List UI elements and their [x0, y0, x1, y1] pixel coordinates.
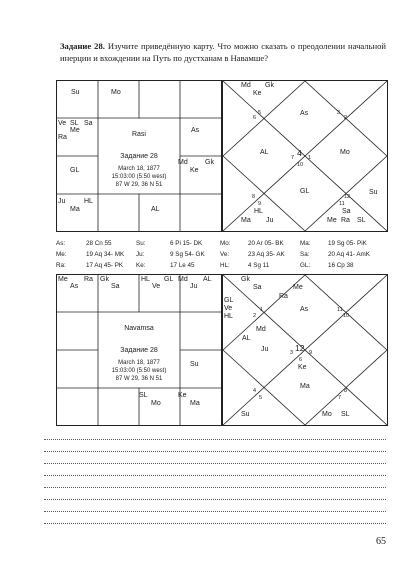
- rasi-n-ju: Ju: [266, 217, 274, 224]
- pos-value: 16 Cp 38: [328, 262, 354, 269]
- pos-value: 19 Sg 05- PiK: [328, 240, 367, 247]
- rasi-n-h10: 10: [297, 162, 304, 168]
- nav-n-ma: Ma: [300, 383, 310, 390]
- nav-n-h3: 3: [290, 350, 294, 356]
- pos-label: HL:: [220, 262, 230, 269]
- rasi-cell-ju: Ju: [58, 198, 66, 205]
- rasi-n-sa: Sa: [342, 208, 351, 215]
- pos-label: Ju:: [136, 251, 145, 258]
- pos-value: 19 Aq 34- MK: [86, 251, 125, 258]
- nav-n-sl: SL: [341, 411, 350, 418]
- pos-label: Mo:: [220, 240, 231, 247]
- nav-n-me: Me: [293, 284, 303, 291]
- answer-line[interactable]: [44, 511, 386, 512]
- pos-label: Ke:: [136, 262, 146, 269]
- nav-cell-mo: Mo: [151, 400, 161, 407]
- rasi-n-h7: 7: [291, 155, 295, 161]
- rasi-n-su: Su: [369, 189, 378, 196]
- nav-n-h7: 7: [338, 395, 342, 401]
- rasi-cell-hl: HL: [84, 198, 93, 205]
- pos-value: 23 Aq 35- AK: [248, 251, 285, 258]
- rasi-n-gl: GL: [300, 188, 310, 195]
- nav-n-h4: 4: [253, 388, 257, 394]
- nav-n-ra: Ra: [279, 293, 288, 300]
- rasi-cell-gl: GL: [70, 167, 80, 174]
- page-number: 65: [376, 536, 386, 547]
- navamsa-south-chart: [56, 274, 222, 426]
- nav-cell-al: AL: [203, 276, 212, 283]
- rasi-cell-ma: Ma: [70, 206, 80, 213]
- rasi-cell-as: As: [191, 127, 200, 134]
- nav-n-h2: 2: [253, 313, 257, 319]
- nav-n-su: Su: [241, 411, 250, 418]
- rasi-n-sl: SL: [357, 217, 366, 224]
- rasi-cell-sl: SL: [70, 120, 79, 127]
- rasi-center-info: [98, 131, 180, 189]
- answer-line[interactable]: [44, 523, 386, 524]
- nav-n-h10: 10: [343, 313, 350, 319]
- answer-line[interactable]: [44, 439, 386, 440]
- nav-n-ve: Ve: [224, 305, 233, 312]
- rasi-n-gk: Gk: [265, 82, 274, 89]
- rasi-n-h12: 12: [344, 194, 351, 200]
- rasi-n-h8: 8: [252, 194, 256, 200]
- nav-n-sa: Sa: [253, 284, 262, 291]
- answer-line[interactable]: [44, 487, 386, 488]
- pos-label: Sa:: [300, 251, 310, 258]
- rasi-n-h6: 6: [253, 115, 257, 121]
- pos-label: Ma:: [300, 240, 311, 247]
- nav-n-ke: Ke: [298, 364, 307, 371]
- answer-line[interactable]: [44, 451, 386, 452]
- rasi-n-as: As: [300, 110, 309, 117]
- rasi-north-grid: [223, 81, 387, 231]
- pos-value: 28 Cn 55: [86, 240, 112, 247]
- navamsa-title: Navamsa: [124, 325, 154, 332]
- pos-value: 6 Pi 15- DK: [170, 240, 203, 247]
- nav-n-h12: 12: [295, 343, 305, 353]
- rasi-n-ra: Ra: [341, 217, 350, 224]
- pos-value: 4 Sg 11: [248, 262, 270, 269]
- rasi-n-h3: 3: [337, 110, 341, 116]
- navamsa-coords: 87 W 29, 36 N 51: [115, 376, 163, 382]
- rasi-time: 15:03:00 (5:50 west): [111, 174, 167, 180]
- answer-line[interactable]: [44, 463, 386, 464]
- nav-n-h5: 5: [259, 395, 263, 401]
- pos-value: 20 Aq 41- AmK: [328, 251, 371, 258]
- rasi-cell-su: Su: [71, 89, 80, 96]
- nav-cell-gl: GL: [164, 276, 174, 283]
- rasi-n-md: Md: [241, 82, 251, 89]
- rasi-date: March 18, 1877: [118, 166, 160, 172]
- rasi-cell-sa: Sa: [84, 120, 93, 127]
- nav-cell-sa: Sa: [111, 283, 120, 290]
- nav-cell-hl: HL: [141, 276, 150, 283]
- pos-value: 20 Ar 05- BK: [248, 240, 284, 247]
- rasi-cell-gk: Gk: [205, 159, 214, 166]
- rasi-cell-mo: Mo: [111, 89, 121, 96]
- rasi-n-h5: 5: [258, 110, 262, 116]
- pos-label: GL:: [300, 262, 311, 269]
- task-text: Изучите приведённую карту. Что можно сказать о преодолении начальной инерции и вхождении на Путь по дустханам в Навамше?: [60, 41, 387, 63]
- rasi-n-h11: 11: [339, 201, 345, 207]
- nav-cell-ke: Ke: [178, 392, 187, 399]
- rasi-task: Задание 28: [120, 153, 158, 160]
- answer-line[interactable]: [44, 499, 386, 500]
- rasi-n-h9: 9: [258, 201, 262, 207]
- nav-cell-ma: Ma: [190, 400, 200, 407]
- nav-n-h11: 11: [337, 307, 343, 313]
- pos-label: Su:: [136, 240, 146, 247]
- rasi-n-h2: 2: [344, 115, 348, 121]
- nav-n-hl: HL: [224, 313, 233, 320]
- nav-n-mo: Mo: [322, 411, 332, 418]
- nav-n-gl: GL: [224, 297, 234, 304]
- nav-cell-md: Md: [178, 276, 188, 283]
- answer-line[interactable]: [44, 475, 386, 476]
- nav-cell-me: Me: [58, 276, 68, 283]
- rasi-cell-md: Md: [178, 159, 188, 166]
- nav-cell-as: As: [70, 283, 79, 290]
- nav-n-h8: 8: [344, 388, 348, 394]
- pos-label: Me:: [56, 251, 67, 258]
- navamsa-task: Задание 28: [120, 347, 158, 354]
- nav-n-md: Md: [256, 326, 266, 333]
- nav-n-al: AL: [242, 335, 251, 342]
- nav-n-as: As: [300, 306, 309, 313]
- nav-cell-gk: Gk: [100, 276, 109, 283]
- task-intro: [60, 40, 386, 64]
- nav-n-h9: 9: [309, 350, 313, 356]
- pos-label: Ra:: [56, 262, 66, 269]
- rasi-cell-ke: Ke: [190, 167, 199, 174]
- rasi-north-chart: [222, 80, 388, 232]
- nav-cell-su: Su: [190, 361, 199, 368]
- rasi-n-ma: Ma: [241, 217, 251, 224]
- rasi-n-ke: Ke: [253, 90, 262, 97]
- nav-n-ju: Ju: [261, 346, 269, 353]
- rasi-title: Rasi: [131, 131, 146, 138]
- pos-value: 17 Aq 45- PK: [86, 262, 124, 269]
- nav-n-gk: Gk: [241, 276, 250, 283]
- pos-value: 17 Le 45: [170, 262, 195, 269]
- rasi-cell-ra: Ra: [58, 134, 67, 141]
- rasi-n-al: AL: [260, 149, 269, 156]
- rasi-n-mo: Mo: [340, 149, 350, 156]
- pos-value: 9 Sg 54- GK: [170, 251, 205, 258]
- navamsa-north-grid: [223, 275, 387, 425]
- navamsa-time: 15:03:00 (5:50 west): [111, 368, 167, 374]
- rasi-n-h4: 4: [297, 148, 302, 158]
- nav-cell-sl: SL: [139, 392, 148, 399]
- rasi-coords: 87 W 29, 36 N 51: [115, 182, 163, 188]
- nav-cell-ra: Ra: [84, 276, 93, 283]
- nav-cell-ve: Ve: [152, 283, 161, 290]
- rasi-n-hl: HL: [254, 208, 263, 215]
- navamsa-north-chart: [222, 274, 388, 426]
- task-number: Задание 28.: [60, 41, 105, 51]
- navamsa-center-info: [98, 325, 180, 383]
- rasi-south-chart: [56, 80, 222, 232]
- rasi-n-me: Me: [327, 217, 337, 224]
- nav-n-h1: 1: [260, 307, 264, 313]
- nav-n-h6: 6: [299, 357, 303, 363]
- pos-label: As:: [56, 240, 66, 247]
- rasi-cell-me: Me: [70, 127, 80, 134]
- nav-cell-ju: Ju: [190, 283, 198, 290]
- navamsa-date: March 18, 1877: [118, 360, 160, 366]
- rasi-cell-ve: Ve: [58, 120, 67, 127]
- rasi-n-h1: 1: [308, 155, 312, 161]
- pos-label: Ve:: [220, 251, 230, 258]
- rasi-cell-al: AL: [151, 206, 160, 213]
